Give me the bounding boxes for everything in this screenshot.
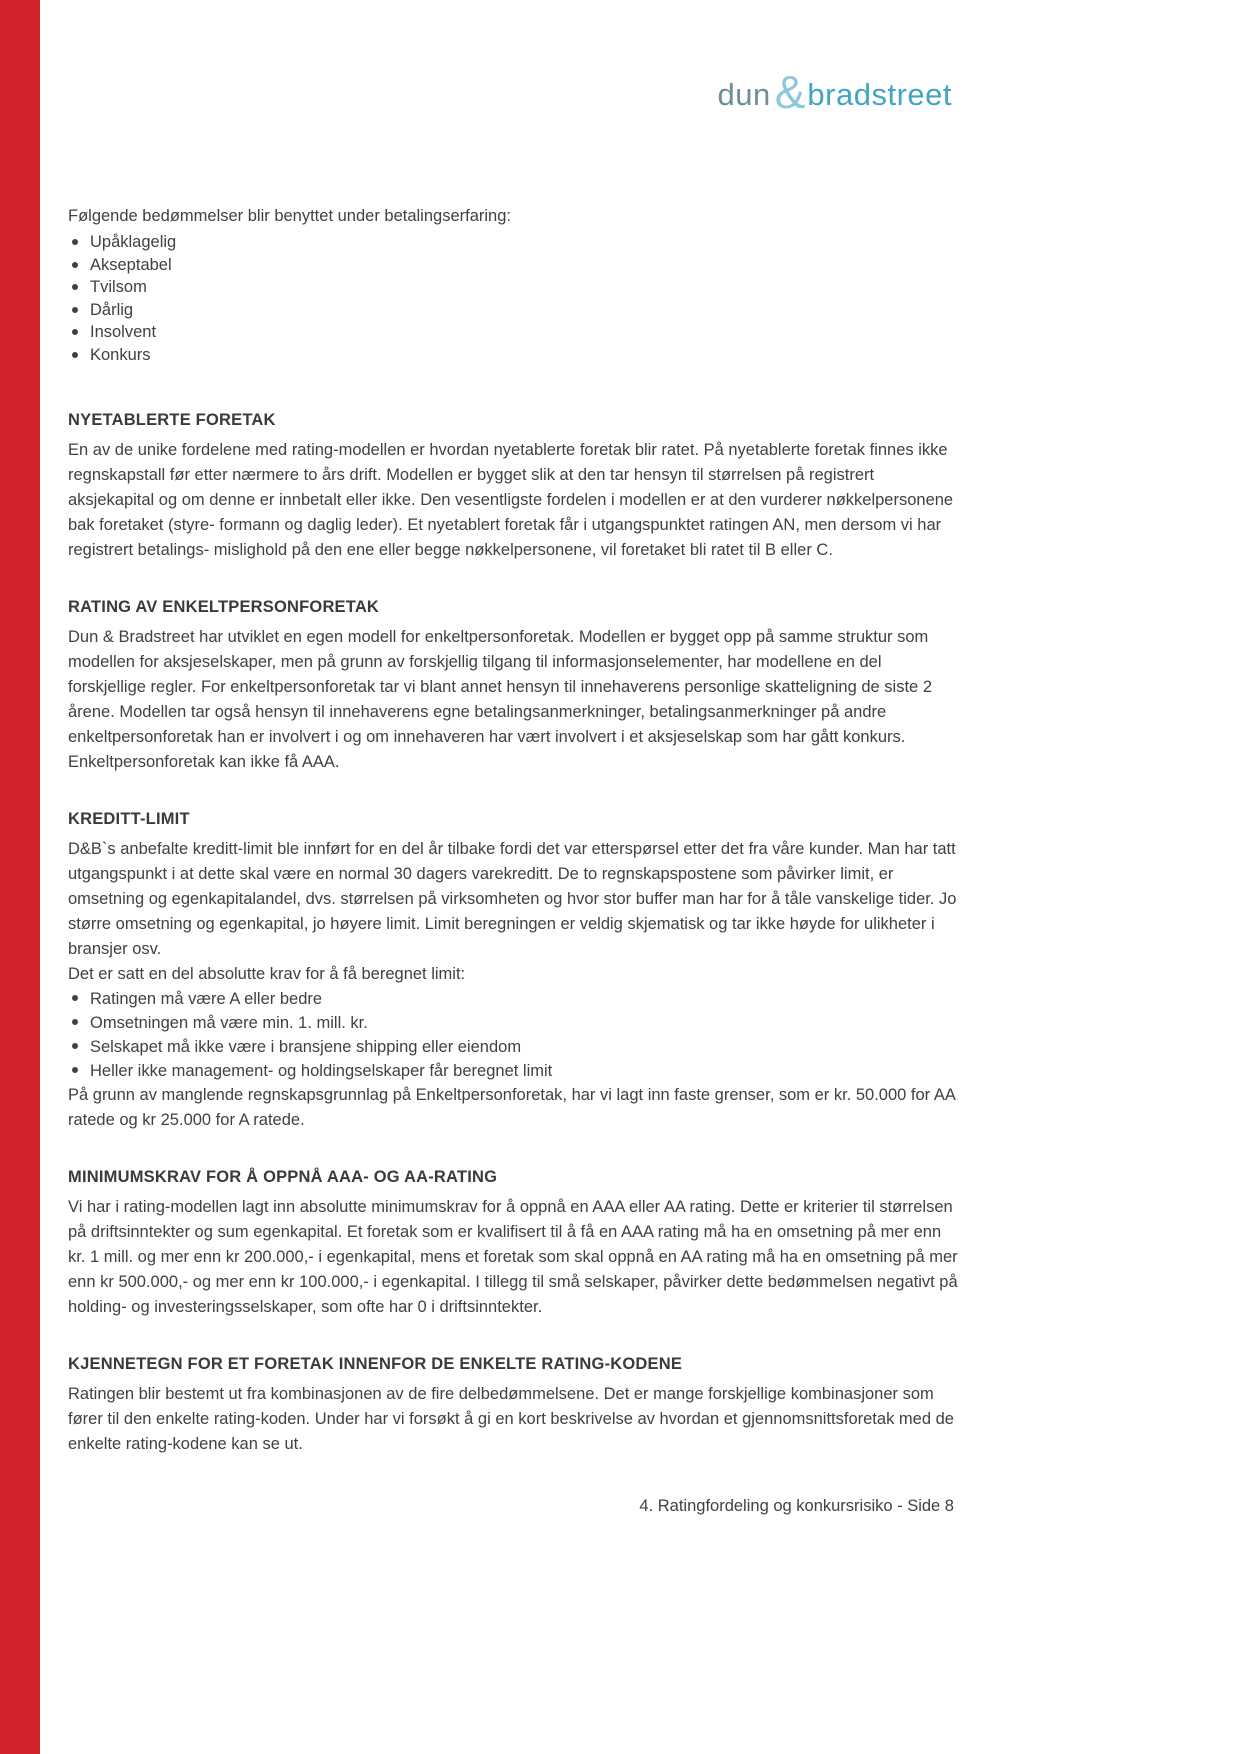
section-kjennetegn <box>68 1352 958 1457</box>
section-heading: MINIMUMSKRAV FOR Å OPPNÅ AAA- OG AA-RATING <box>68 1168 498 1186</box>
section-heading: NYETABLERTE FORETAK <box>68 411 276 429</box>
section-heading: RATING AV ENKELTPERSONFORETAK <box>68 598 380 616</box>
section-paragraph: Dun & Bradstreet har utviklet en egen modell for enkeltpersonforetak. Modellen er bygget opp på samme struktur som modellen for aksjeselskaper, men på grunn av forskjellig tilgang til informasjonselementer, har modellene en del forskjellige regler. For enkeltpersonforetak tar vi blant annet hensyn til innehaverens personlige skatteligning de siste 2 årene. Modellen tar også hensyn til innehaverens egne betalingsanmerkninger, betalingsanmerkninger på andre enkeltpersonforetak han er involvert i og om innehaveren har vært involvert i et aksjeselskap som har gått konkurs. Enkeltpersonforetak kan ikke få AAA. <box>68 628 932 771</box>
section-nyetablerte-foretak <box>68 408 958 563</box>
list-item: Konkurs <box>70 344 958 367</box>
dun-bradstreet-logo <box>717 66 953 118</box>
limit-krav-list <box>70 987 958 1083</box>
logo-ampersand-icon: & <box>774 66 806 118</box>
logo-text-bradstreet: bradstreet <box>807 77 952 112</box>
section-paragraph: På grunn av manglende regnskapsgrunnlag på Enkeltpersonforetak, har vi lagt inn faste grenser, som er kr. 50.000 for AA ratede og kr 25.000 for A ratede. <box>68 1086 955 1129</box>
section-paragraph: Ratingen blir bestemt ut fra kombinasjonen av de fire delbedømmelsene. Det er mange forskjellige kombinasjoner som fører til den enkelte rating-koden. Under har vi forsøkt å gi en kort beskrivelse av hvordan et gjennomsnittsforetak med de enkelte rating-kodene kan se ut. <box>68 1385 954 1453</box>
list-item: Omsetningen må være min. 1. mill. kr. <box>70 1011 958 1035</box>
document-content <box>68 204 958 1457</box>
section-heading: KJENNETEGN FOR ET FORETAK INNENFOR DE ENKELTE RATING-KODENE <box>68 1355 683 1373</box>
list-item: Insolvent <box>70 321 958 344</box>
section-heading: KREDITT-LIMIT <box>68 810 190 828</box>
page-footer <box>68 1497 954 1516</box>
section-rating-enkeltpersonforetak <box>68 595 958 775</box>
footer-text: 4. Ratingfordeling og konkursrisiko - Side 8 <box>639 1497 954 1515</box>
payment-experience-list <box>70 231 958 366</box>
section-paragraph: D&B`s anbefalte kreditt-limit ble innført for en del år tilbake fordi det var etterspørsel etter det fra våre kunder. Man har tatt utgangspunkt i at dette skal være en normal 30 dagers varekreditt. De to regnskapspostene som påvirker limit, er omsetning og egenkapitalandel, dvs. størrelsen på virksomheten og hvor stor buffer man har for å tåle vanskelige tider. Jo større omsetning og egenkapital, jo høyere limit. Limit beregningen er veldig skjematisk og tar ikke høyde for ulikheter i bransjer osv. <box>68 840 957 958</box>
list-item: Akseptabel <box>70 254 958 277</box>
list-item: Upåklagelig <box>70 231 958 254</box>
intro-lead-text: Følgende bedømmelser blir benyttet under betalingserfaring: <box>68 207 511 225</box>
list-item: Dårlig <box>70 299 958 322</box>
section-minimumskrav <box>68 1165 958 1320</box>
logo-text-dun: dun <box>717 77 771 112</box>
section-paragraph: Vi har i rating-modellen lagt inn absolutte minimumskrav for å oppnå en AAA eller AA rating. Dette er kriterier til størrelsen på driftsinntekter og sum egenkapital. Et foretak som er kvalifisert til å få en AAA rating må ha en omsetning på mer enn kr. 1 mill. og mer enn kr 200.000,- i egenkapital, mens et foretak som skal oppnå en AA rating må ha en omsetning på mer enn kr 500.000,- og mer enn kr 100.000,- i egenkapital. I tillegg til små selskaper, påvirker dette bedømmelsen negativt på holding- og investeringsselskaper, som ofte har 0 i driftsinntekter. <box>68 1198 958 1316</box>
left-accent-stripe <box>0 0 40 1754</box>
section-paragraph: En av de unike fordelene med rating-modellen er hvordan nyetablerte foretak blir ratet. På nyetablerte foretak finnes ikke regnskapstall før etter nærmere to års drift. Modellen er bygget slik at den tar hensyn til størrelsen på registrert aksjekapital og om denne er innbetalt eller ikke. Den vesentligste fordelen i modellen er at den vurderer nøkkelpersonene bak foretaket (styre- formann og daglig leder). Et nyetablert foretak får i utgangspunktet ratingen AN, men dersom vi har registrert betalings- mislighold på den ene eller begge nøkkelpersonene, vil foretaket bli ratet til B eller C. <box>68 441 954 559</box>
list-item: Heller ikke management- og holdingselskaper får beregnet limit <box>70 1059 958 1083</box>
section-kreditt-limit <box>68 807 958 1133</box>
list-item: Tvilsom <box>70 276 958 299</box>
list-item: Ratingen må være A eller bedre <box>70 987 958 1011</box>
list-item: Selskapet må ikke være i bransjene shipping eller eiendom <box>70 1035 958 1059</box>
krav-lead-text: Det er satt en del absolutte krav for å få beregnet limit: <box>68 965 466 983</box>
